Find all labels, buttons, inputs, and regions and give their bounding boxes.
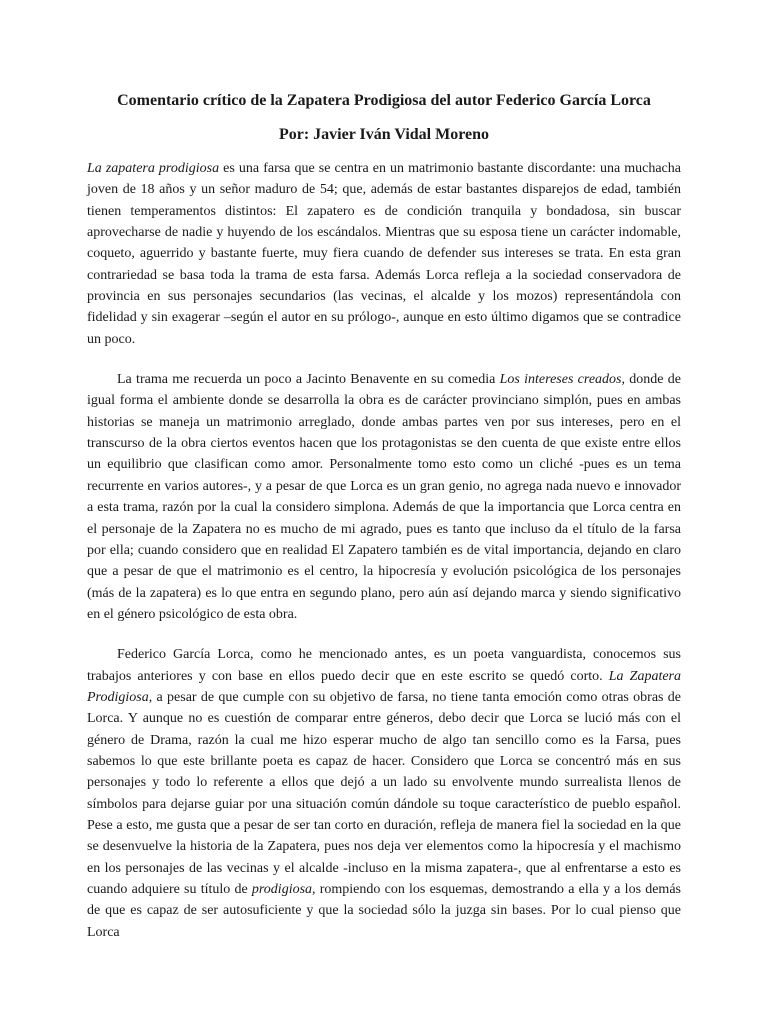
document-author: Por: Javier Iván Vidal Moreno bbox=[278, 126, 490, 143]
italic-text-run: prodigiosa bbox=[251, 882, 313, 897]
text-run: , a pesar de que cumple con su objetivo de farsa, no tiene tanta emoción como otras obras de Lorca. Y aunque no es cuestión de comparar entre géneros, debo decir que Lorca se lució más con el género de Drama, razón la cual me hizo esperar mucho de algo tan sencillo como es la Farsa, pues sabemos lo que este brillante poeta es capaz de hacer. Considero que Lorca se concentró más en sus personajes y todo lo referente a ellos que dejó a un lado su envolvente mundo surrealista llenos de símbolos para dejarse guiar por una situación común dándole su toque característico de pueblo español. Pese a esto, me gusta que a pesar de ser tan corto en duración, refleja de manera fiel la sociedad en la que se desenvuelve la historia de la Zapatera, pues nos deja ver elementos como la hipocresía y el machismo en los personajes de las vecinas y el alcalde -incluso en la misma zapatera-, que al enfrentarse a esto es cuando adquiere su título de bbox=[87, 689, 681, 897]
italic-text-run: La Zapatera Prodigiosa bbox=[87, 668, 681, 705]
italic-text-run: Los intereses creados bbox=[499, 372, 622, 388]
text-run: es una farsa que se centra en un matrimonio bastante discordante: una muchacha joven de 18 años y un señor maduro de 54; que, además de estar bastantes disparejos de edad, también tienen temperamentos distintos: El zapatero es de condición tranquila y bondadosa, sin buscar aprovecharse de nadie y huyendo de los escándalos. Mientras que su esposa tiene un carácter indomable, coqueto, aguerrido y bastante fuerte, muy fiera cuando de defender sus intereses se trata. En esta gran contrariedad se basa toda la trama de esta farsa. Además Lorca refleja a la sociedad conservadora de provincia en sus personajes secundarios (las vecinas, el alcalde y los mozos) representándola con fidelidad y sin exagerar –según el autor en su prólogo-, aunque en esto último digamos que se contradice un poco. bbox=[87, 161, 681, 347]
document-page bbox=[87, 90, 681, 962]
italic-text-run: La zapatera prodigiosa bbox=[87, 161, 220, 176]
text-run: , donde de igual forma el ambiente donde se desarrolla la obra es de carácter provinciano simplón, pues en ambas historias se maneja un matrimonio arreglado, donde ambas partes ven por sus intereses, pero en el transcurso de la obra ciertos eventos hacen que los protagonistas se den cuenta de que existe entre ellos un equilibrio que clasifican como amor. Personalmente tomo esto como un cliché -pues es un tema recurrente en varios autores-, y a pesar de que Lorca es un gran genio, no agrega nada nuevo e innovador a esta trama, razón por la cual la considero simplona. Además de que la importancia que Lorca centra en el personaje de la Zapatera no es mucho de mi agrado, pues es tanto que incluso da el título de la farsa por ella; cuando considero que en realidad El Zapatero también es de vital importancia, dejando en claro que a pesar de que el matrimonio es el centro, la hipocresía y evolución psicológica de los personajes (más de la zapatera) es lo que entra en segundo plano, pero aún así dejando marca y siendo significativo en el género psicológico de esta obra. bbox=[87, 372, 681, 622]
text-run: La trama me recuerda un poco a Jacinto Benavente en su comedia bbox=[117, 372, 500, 388]
text-run: , rompiendo con los esquemas, demostrando a ella y a los demás de que es capaz de ser autosuficiente y que la sociedad sólo la juzga sin bases. Por lo cual pienso que Lorca bbox=[87, 882, 681, 940]
paragraph-1 bbox=[87, 158, 681, 350]
document-title: Comentario crítico de la Zapatera Prodigiosa del autor Federico García Lorca bbox=[117, 92, 651, 109]
paragraph-3 bbox=[87, 644, 681, 943]
paragraph-2 bbox=[87, 369, 681, 625]
text-run: Federico García Lorca, como he mencionado antes, es un poeta vanguardista, conocemos sus trabajos anteriores y con base en ellos puedo decir que en este escrito se quedó corto. bbox=[87, 647, 681, 684]
document-body bbox=[87, 158, 681, 943]
